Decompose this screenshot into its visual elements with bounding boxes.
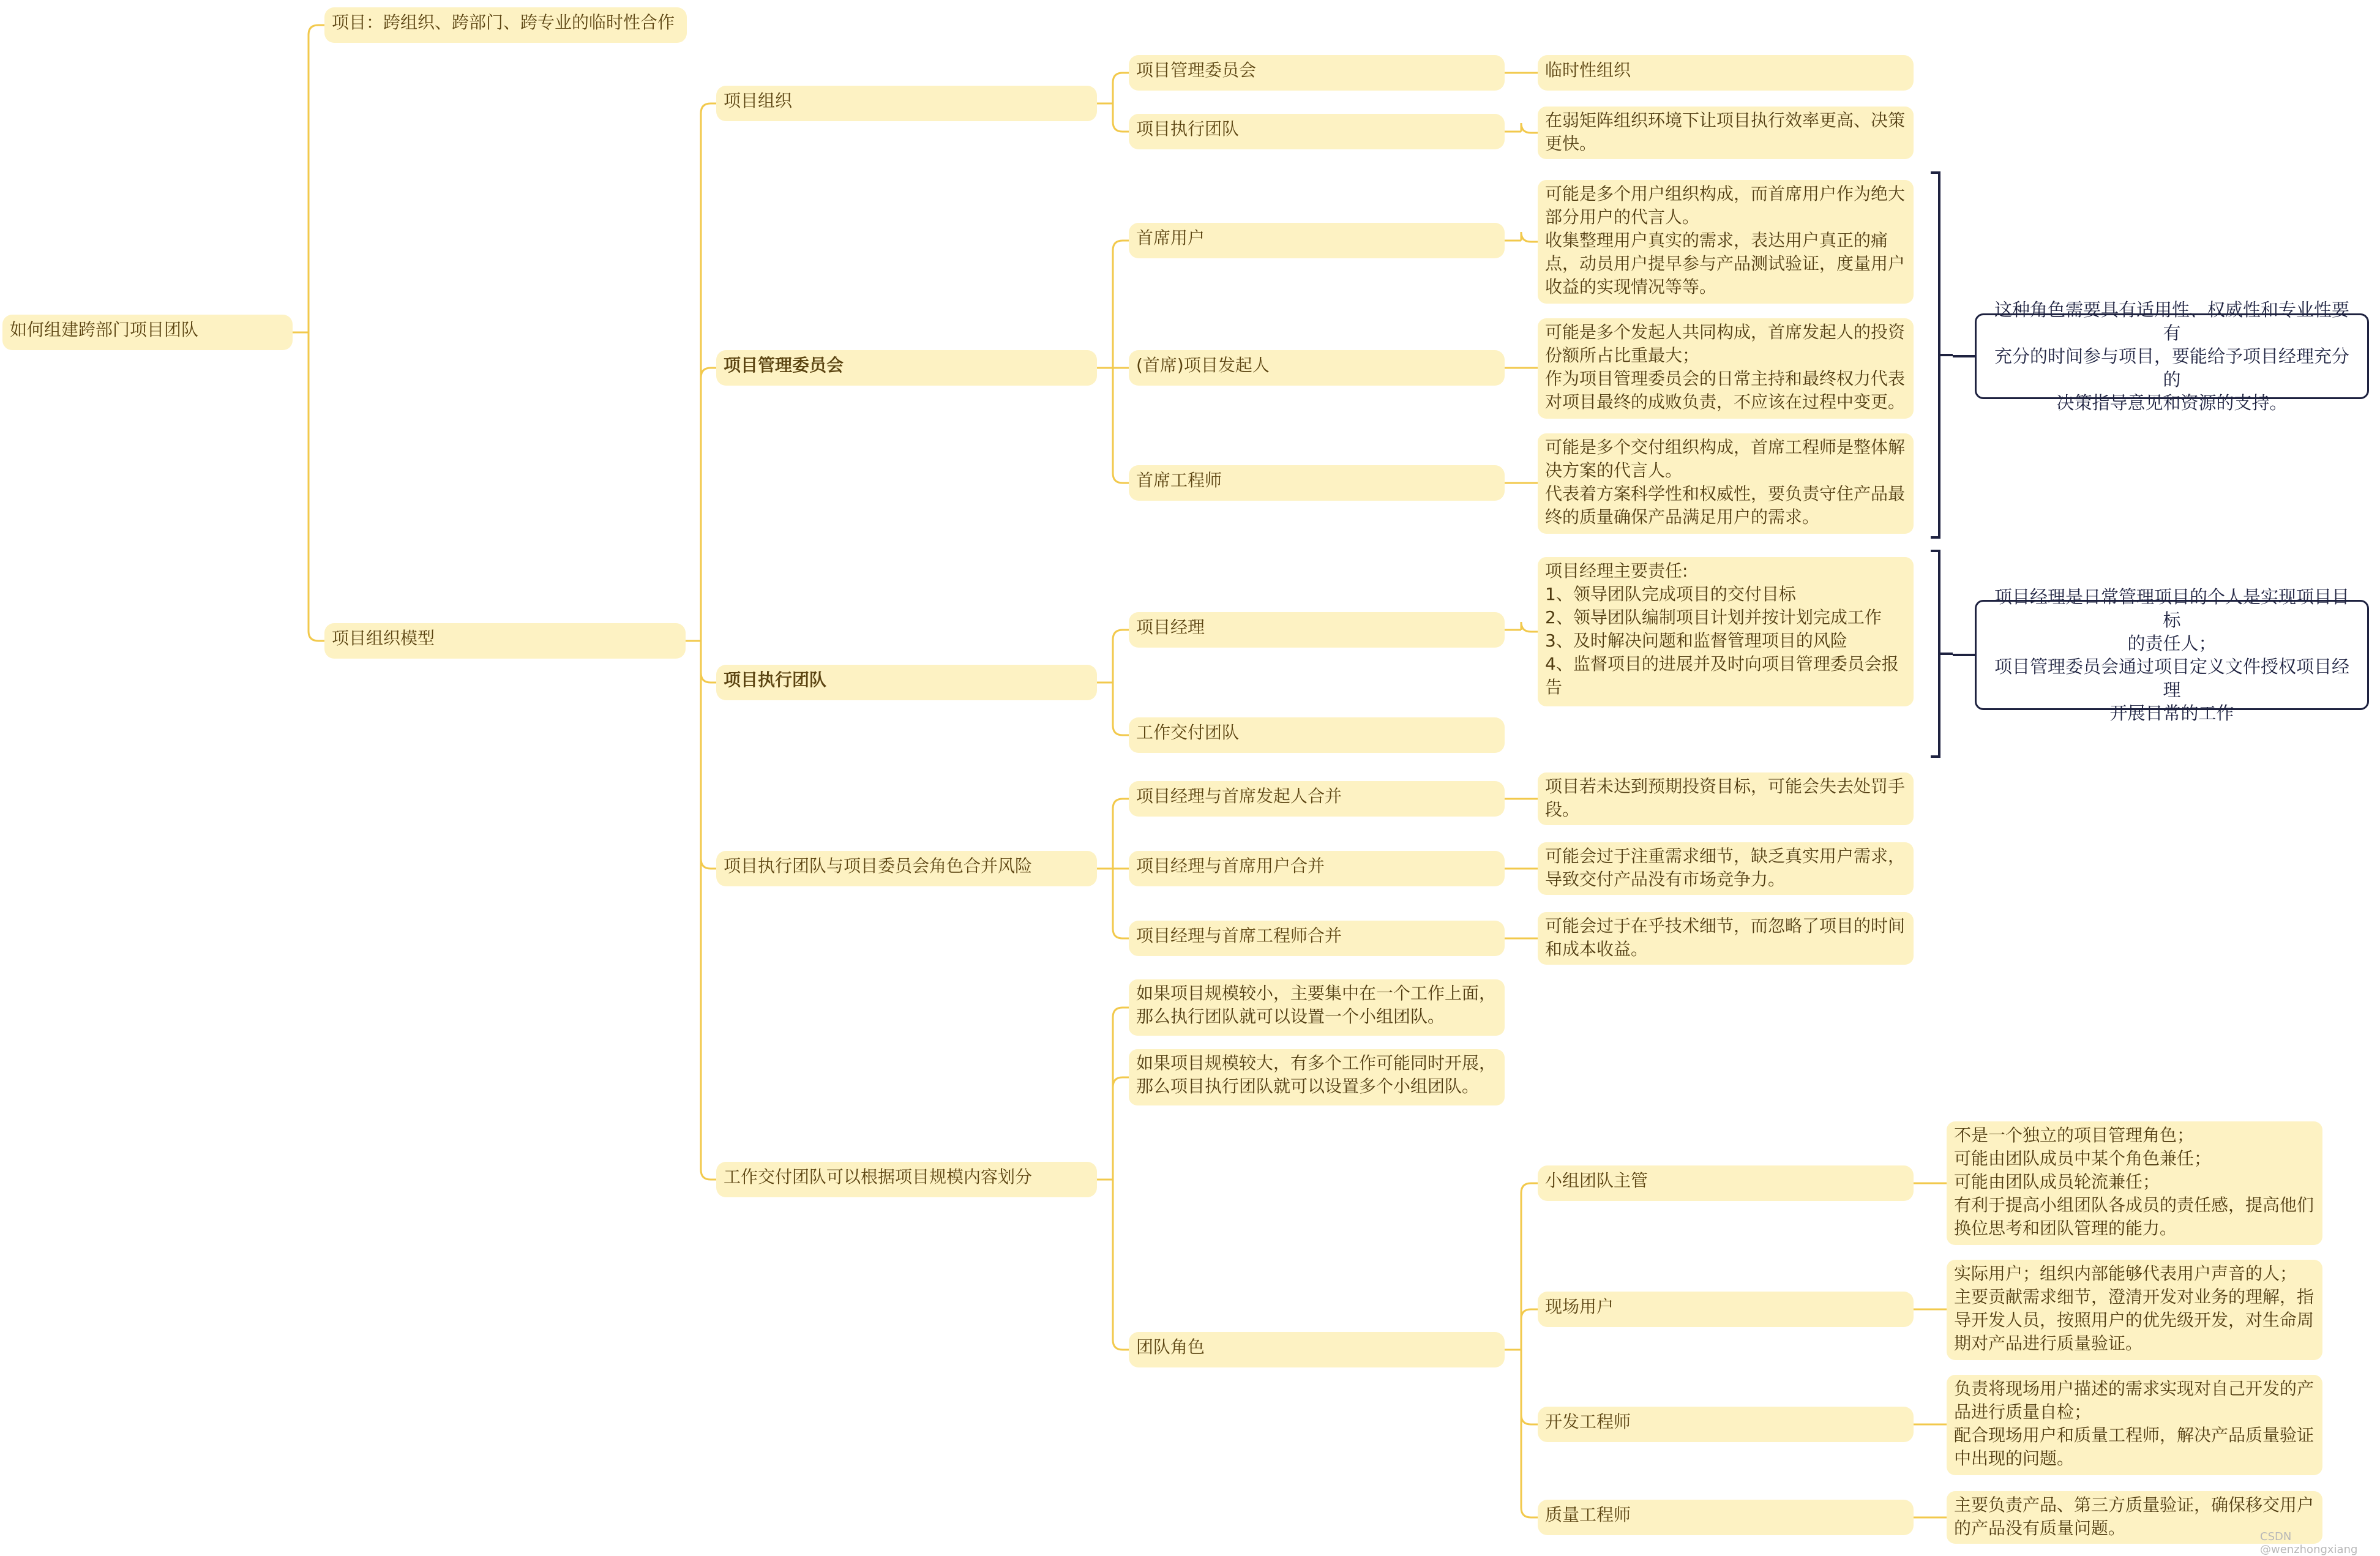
- node-dev-engineer[interactable]: 开发工程师: [1538, 1407, 1914, 1442]
- node-temp-org[interactable]: 临时性组织: [1538, 55, 1914, 91]
- node-onsite-user[interactable]: 现场用户: [1538, 1292, 1914, 1327]
- node-exec-efficiency[interactable]: 在弱矩阵组织环境下让项目执行效率更高、决策 更快。: [1538, 107, 1914, 159]
- connector-18: [1113, 683, 1129, 735]
- node-risk-engineer[interactable]: 可能会过于在乎技术细节，而忽略了项目的时间 和成本收益。: [1538, 912, 1914, 965]
- node-team-roles[interactable]: 团队角色: [1129, 1332, 1505, 1367]
- node-chief-engineer[interactable]: 首席工程师: [1129, 465, 1505, 501]
- node-merge-pm-engineer[interactable]: 项目经理与首席工程师合并: [1129, 921, 1505, 956]
- node-po-committee[interactable]: 项目管理委员会: [1129, 55, 1505, 91]
- node-merge-pm-user[interactable]: 项目经理与首席用户合并: [1129, 851, 1505, 886]
- connector-13: [1113, 241, 1129, 368]
- node-work-team[interactable]: 工作交付团队: [1129, 717, 1505, 753]
- node-qa-engineer-desc[interactable]: 主要负责产品、第三方质量验证，确保移交用户 的产品没有质量问题。: [1947, 1491, 2322, 1544]
- node-exec-team[interactable]: 项目执行团队: [716, 665, 1097, 700]
- connector-1: [309, 25, 324, 332]
- connector-11: [1113, 103, 1129, 132]
- connector-32: [1521, 232, 1538, 242]
- node-pm-desc[interactable]: 项目经理主要责任: 1、领导团队完成项目的交付目标 2、领导团队编制项目计划并按计划完成工作 3、及时解决问题和监督管理项目的风险 4、监督项目的进展并及时向项目管理委员会报 告: [1538, 557, 1914, 706]
- connector-47: [1521, 1309, 1538, 1350]
- node-qa-engineer[interactable]: 质量工程师: [1538, 1500, 1914, 1535]
- node-chief-user[interactable]: 首席用户: [1129, 223, 1505, 258]
- connector-15: [1113, 368, 1129, 483]
- connector-38: [1521, 622, 1538, 632]
- connector-4: [701, 103, 716, 641]
- connector-6: [701, 641, 716, 683]
- node-risk-user[interactable]: 可能会过于注重需求细节，缺乏真实用户需求， 导致交付产品没有市场竞争力。: [1538, 842, 1914, 895]
- connector-2: [309, 332, 324, 641]
- node-dev-engineer-desc[interactable]: 负责将现场用户描述的需求实现对自己开发的产 品进行质量自检； 配合现场用户和质量工程师，解决产品质量验证 中出现的问题。: [1947, 1375, 2322, 1475]
- node-delivery-team[interactable]: 工作交付团队可以根据项目规模内容划分: [716, 1162, 1097, 1197]
- callout-committee-note[interactable]: 这种角色需要具有适用性、权威性和专业性要有 充分的时间参与项目，要能给予项目经理充分的 决策指导意见和资源的支持。: [1975, 313, 2369, 399]
- watermark: CSDN @wenzhongxiang: [2260, 1530, 2358, 1556]
- connector-17: [1113, 630, 1129, 683]
- callout-pm-note[interactable]: 项目经理是日常管理项目的个人是实现项目目标 的责任人； 项目管理委员会通过项目定义文件授权项目经理 开展日常的工作: [1975, 600, 2369, 710]
- node-group-lead-desc[interactable]: 不是一个独立的项目管理角色； 可能由团队成员中某个角色兼任； 可能由团队成员轮流兼任； 有利于提高小组团队各成员的责任感，提高他们 换位思考和团队管理的能力。: [1947, 1121, 2322, 1245]
- node-merge-risk[interactable]: 项目执行团队与项目委员会角色合并风险: [716, 851, 1097, 886]
- node-sponsor[interactable]: (首席)项目发起人: [1129, 350, 1505, 386]
- node-pm[interactable]: 项目经理: [1129, 612, 1505, 648]
- connector-22: [1113, 869, 1129, 938]
- node-onsite-user-desc[interactable]: 实际用户；组织内部能够代表用户声音的人； 主要贡献需求细节，澄清开发对业务的理解，指 导开发人员，按照用户的优先级开发，对生命周 期对产品进行质量验证。: [1947, 1260, 2322, 1360]
- connector-5: [701, 368, 716, 641]
- connector-8: [701, 641, 716, 1180]
- node-large-scale[interactable]: 如果项目规模较大，有多个工作可能同时开展， 那么项目执行团队就可以设置多个小组团队。: [1129, 1049, 1505, 1105]
- node-merge-pm-sponsor[interactable]: 项目经理与首席发起人合并: [1129, 781, 1505, 817]
- branch-project-definition[interactable]: 项目：跨组织、跨部门、跨专业的临时性合作: [324, 7, 687, 43]
- connector-48: [1521, 1350, 1538, 1424]
- committee-bracket: [1931, 173, 1939, 537]
- connector-26: [1113, 1180, 1129, 1350]
- connector-7: [701, 641, 716, 869]
- node-po-exec[interactable]: 项目执行团队: [1129, 114, 1505, 149]
- node-project-org[interactable]: 项目组织: [716, 86, 1097, 121]
- node-committee[interactable]: 项目管理委员会: [716, 350, 1097, 386]
- connector-49: [1521, 1350, 1538, 1517]
- node-group-lead[interactable]: 小组团队主管: [1538, 1165, 1914, 1201]
- connector-24: [1113, 1008, 1129, 1180]
- connector-20: [1113, 799, 1129, 869]
- node-risk-sponsor[interactable]: 项目若未达到预期投资目标，可能会失去处罚手 段。: [1538, 772, 1914, 825]
- node-engineer-desc[interactable]: 可能是多个交付组织构成，首席工程师是整体解 决方案的代言人。 代表着方案科学性和权威性，要负责守住产品最 终的质量确保产品满足用户的需求。: [1538, 433, 1914, 534]
- connector-10: [1113, 73, 1129, 103]
- connector-30: [1521, 123, 1538, 133]
- connector-46: [1521, 1183, 1538, 1350]
- root-node[interactable]: 如何组建跨部门项目团队: [2, 315, 293, 350]
- node-small-scale[interactable]: 如果项目规模较小，主要集中在一个工作上面， 那么执行团队就可以设置一个小组团队。: [1129, 979, 1505, 1036]
- node-sponsor-desc[interactable]: 可能是多个发起人共同构成，首席发起人的投资 份额所占比重最大； 作为项目管理委员会的日常主持和最终权力代表 对项目最终的成败负责，不应该在过程中变更。: [1538, 318, 1914, 419]
- pm-link: [1939, 654, 1975, 655]
- connector-25: [1113, 1077, 1129, 1180]
- pm-bracket: [1931, 551, 1939, 757]
- node-chief-user-desc[interactable]: 可能是多个用户组织构成，而首席用户作为绝大 部分用户的代言人。 收集整理用户真实的需求，表达用户真正的痛 点，动员用户提早参与产品测试验证，度量用户 收益的实现情况等等。: [1538, 180, 1914, 304]
- branch-org-model[interactable]: 项目组织模型: [324, 623, 686, 659]
- committee-link: [1939, 355, 1975, 356]
